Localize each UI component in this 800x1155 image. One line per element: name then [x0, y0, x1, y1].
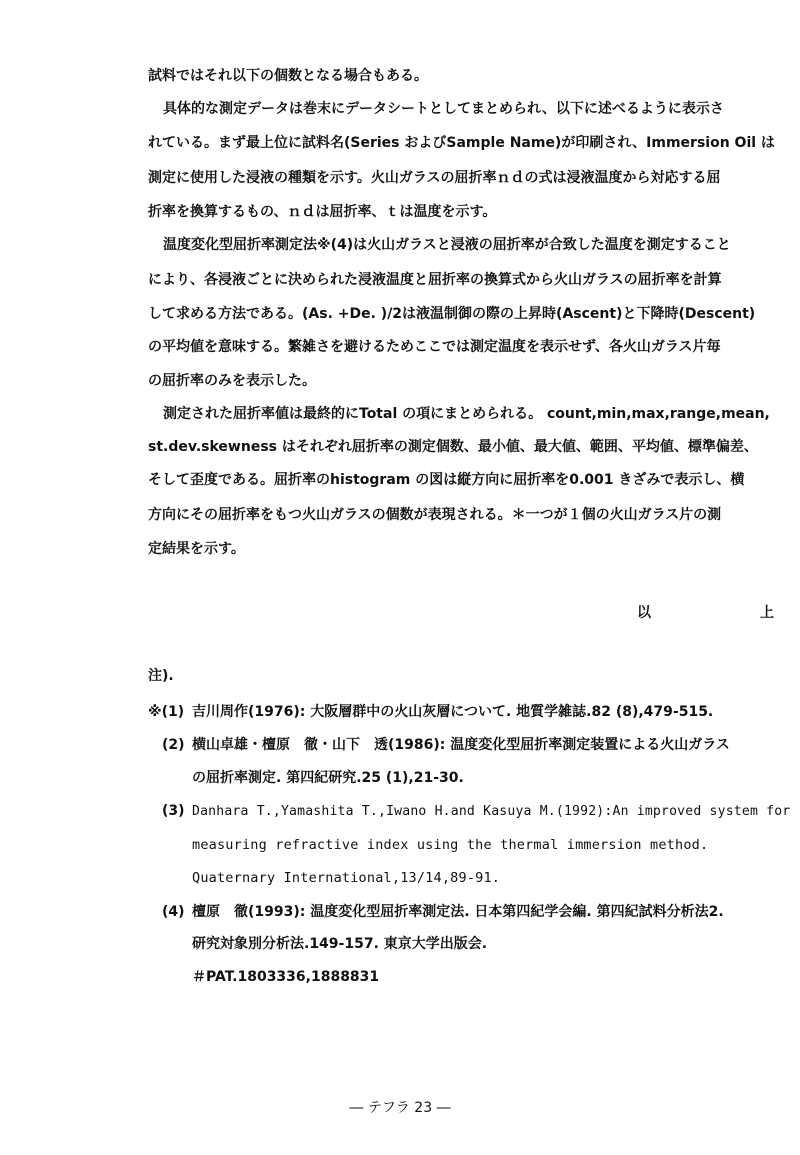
note-line: の屈折率測定. 第四紀研究.25 (1),21-30. [192, 770, 464, 786]
note-line: 檀原 徹(1993): 温度変化型屈折率測定法. 日本第四紀学会編. 第四紀試料分析法2. [192, 904, 724, 920]
text-line: 方向にその屈折率をもつ火山ガラスの個数が表現される。＊一つが１個の火山ガラス片の測 [148, 507, 722, 523]
note-line: Danhara T.,Yamashita T.,Iwano H.and Kasuya M.(1992):An improved system for [192, 803, 791, 819]
text-line: 測定に使用した浸液の種類を示す。火山ガラスの屈折率ｎｄの式は浸液温度から対応する屈 [148, 170, 721, 186]
text-line: により、各浸液ごとに決められた浸液温度と屈折率の換算式から火山ガラスの屈折率を計算 [148, 272, 722, 288]
text-line: 定結果を示す。 [148, 541, 245, 557]
note-line: measuring refractive index using the thermal immersion method. [192, 837, 709, 853]
note-line: ＃PAT.1803336,1888831 [192, 969, 380, 985]
note-marker: (4) [162, 904, 185, 920]
note-marker: ※(1) [148, 704, 185, 720]
closing-mark-left: 以 [637, 605, 651, 621]
notes-heading: 注). [148, 668, 174, 684]
text-line: して求める方法である。(As. +De. )/2は液温制御の際の上昇時(Ascent)と下降時(Descent) [148, 306, 756, 322]
text-line: 測定された屈折率値は最終的にTotal の項にまとめられる。 count,min,max,range,mean, [163, 406, 770, 422]
note-marker: (3) [162, 803, 185, 819]
closing-mark-right: 上 [760, 605, 774, 621]
note-line: 吉川周作(1976): 大阪層群中の火山灰層について. 地質学雑誌.82 (8),479-515. [192, 704, 714, 720]
text-line: 折率を換算するもの、ｎｄは屈折率、ｔは温度を示す。 [148, 204, 497, 220]
text-line: の屈折率のみを表示した。 [148, 373, 316, 389]
text-line: そして歪度である。屈折率のhistogram の図は縦方向に屈折率を0.001 きざみで表示し、横 [148, 472, 745, 488]
note-marker: (2) [162, 737, 185, 753]
page-footer: ― テフラ 23 ― [349, 1100, 451, 1116]
note-line: 横山卓雄・檀原 徹・山下 透(1986): 温度変化型屈折率測定装置による火山ガラス [192, 737, 730, 753]
text-line: 具体的な測定データは巻末にデータシートとしてまとめられ、以下に述べるように表示さ [163, 101, 724, 117]
text-line: 試料ではそれ以下の個数となる場合もある。 [148, 68, 428, 84]
note-line: Quaternary International,13/14,89-91. [192, 870, 501, 886]
text-line: れている。まず最上位に試料名(Series およびSample Name)が印刷され、Immersion Oil は [148, 135, 775, 151]
text-line: 温度変化型屈折率測定法※(4)は火山ガラスと浸液の屈折率が合致した温度を測定すること [163, 237, 731, 253]
text-line: の平均値を意味する。繁雑さを避けるためここでは測定温度を表示せず、各火山ガラス片毎 [148, 339, 721, 355]
note-line: 研究対象別分析法.149-157. 東京大学出版会. [192, 936, 488, 952]
text-line: st.dev.skewness はそれぞれ屈折率の測定個数、最小値、最大値、範囲、平均値、標準偏差、 [148, 439, 758, 455]
